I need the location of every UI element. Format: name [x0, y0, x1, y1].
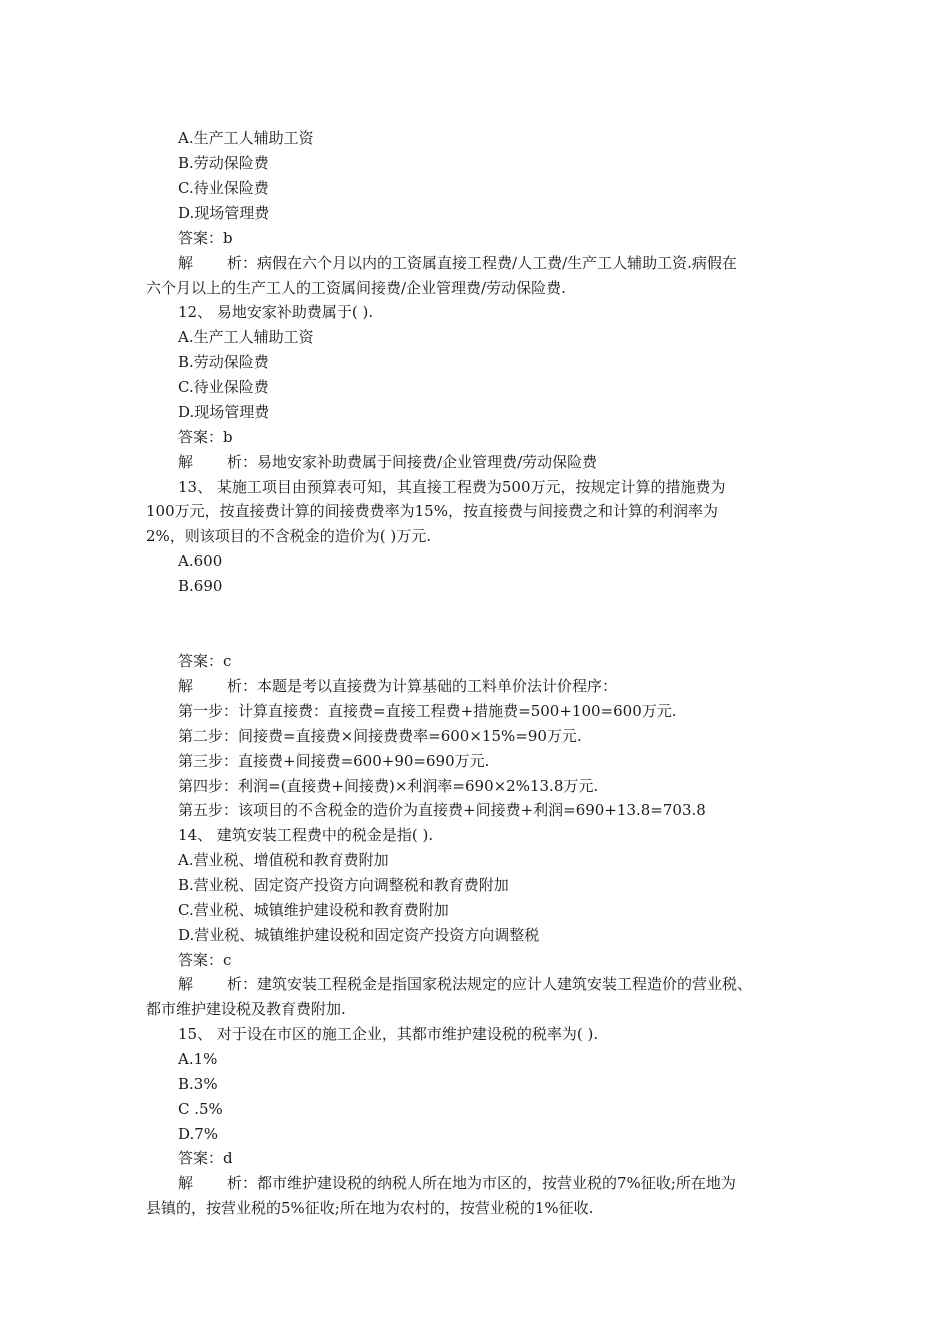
- option-c: C .5%: [178, 1100, 223, 1118]
- option-a: A.600: [178, 552, 223, 570]
- analysis-text: 析：病假在六个月以内的工资属直接工程费/人工费/生产工人辅助工资.病假在: [227, 254, 737, 272]
- answer: 答案：d: [178, 1149, 233, 1167]
- step-2: 第二步：间接费=直接费×间接费费率=600×15%=90万元.: [178, 727, 582, 745]
- option-d: D.7%: [178, 1125, 219, 1143]
- analysis: [178, 452, 597, 472]
- option-b: B.劳动保险费: [178, 353, 269, 371]
- analysis-continuation: 县镇的，按营业税的5%征收;所在地为农村的，按营业税的1%征收.: [146, 1199, 594, 1217]
- option-b: B.3%: [178, 1075, 218, 1093]
- option-b: B.690: [178, 577, 223, 595]
- answer: 答案：c: [178, 652, 232, 670]
- option-a: A.生产工人辅助工资: [178, 129, 314, 147]
- analysis-label: 解: [178, 975, 194, 993]
- question-stem: 14、 建筑安装工程费中的税金是指( ).: [178, 826, 434, 844]
- option-c: C.待业保险费: [178, 179, 269, 197]
- step-5: 第五步：该项目的不含税金的造价为直接费+间接费+利润=690+13.8=703.8: [178, 801, 706, 819]
- analysis-text: 析：本题是考以直接费为计算基础的工料单价法计价程序：: [227, 677, 618, 695]
- analysis-text: 析：易地安家补助费属于间接费/企业管理费/劳动保险费: [227, 453, 598, 471]
- analysis: [178, 253, 737, 273]
- option-d: D.现场管理费: [178, 403, 270, 421]
- analysis-continuation: 六个月以上的生产工人的工资属间接费/企业管理费/劳动保险费.: [146, 279, 566, 297]
- question-stem-cont: 100万元，按直接费计算的间接费费率为15%，按直接费与间接费之和计算的利润率为: [146, 502, 718, 520]
- analysis-text: 析：建筑安装工程税金是指国家税法规定的应计人建筑安装工程造价的营业税、: [227, 975, 753, 993]
- option-c: C.营业税、城镇维护建设税和教育费附加: [178, 901, 449, 919]
- option-a: A.生产工人辅助工资: [178, 328, 314, 346]
- question-stem-cont: 2%，则该项目的不含税金的造价为( )万元.: [146, 527, 432, 545]
- answer: 答案：b: [178, 428, 233, 446]
- option-c: C.待业保险费: [178, 378, 269, 396]
- analysis: [178, 974, 752, 994]
- step-1: 第一步：计算直接费：直接费=直接工程费+措施费=500+100=600万元.: [178, 702, 677, 720]
- analysis-continuation: 都市维护建设税及教育费附加.: [146, 1000, 346, 1018]
- analysis: [178, 676, 617, 696]
- option-a: A.1%: [178, 1050, 218, 1068]
- analysis-label: 解: [178, 677, 194, 695]
- option-d: D.现场管理费: [178, 204, 270, 222]
- answer: 答案：c: [178, 951, 232, 969]
- answer: 答案：b: [178, 229, 233, 247]
- option-b: B.营业税、固定资产投资方向调整税和教育费附加: [178, 876, 509, 894]
- question-stem: 12、 易地安家补助费属于( ).: [178, 303, 374, 321]
- analysis-label: 解: [178, 453, 194, 471]
- step-3: 第三步：直接费+间接费=600+90=690万元.: [178, 752, 490, 770]
- question-stem: 13、 某施工项目由预算表可知，其直接工程费为500万元，按规定计算的措施费为: [178, 478, 726, 496]
- option-b: B.劳动保险费: [178, 154, 269, 172]
- analysis-text: 析：都市维护建设税的纳税人所在地为市区的，按营业税的7%征收;所在地为: [227, 1174, 736, 1192]
- analysis-label: 解: [178, 1174, 194, 1192]
- option-a: A.营业税、增值税和教育费附加: [178, 851, 389, 869]
- analysis-label: 解: [178, 254, 194, 272]
- option-d: D.营业税、城镇维护建设税和固定资产投资方向调整税: [178, 926, 540, 944]
- step-4: 第四步：利润=(直接费+间接费)×利润率=690×2%13.8万元.: [178, 777, 599, 795]
- analysis: [178, 1173, 736, 1193]
- question-stem: 15、 对于设在市区的施工企业，其都市维护建设税的税率为( ).: [178, 1025, 599, 1043]
